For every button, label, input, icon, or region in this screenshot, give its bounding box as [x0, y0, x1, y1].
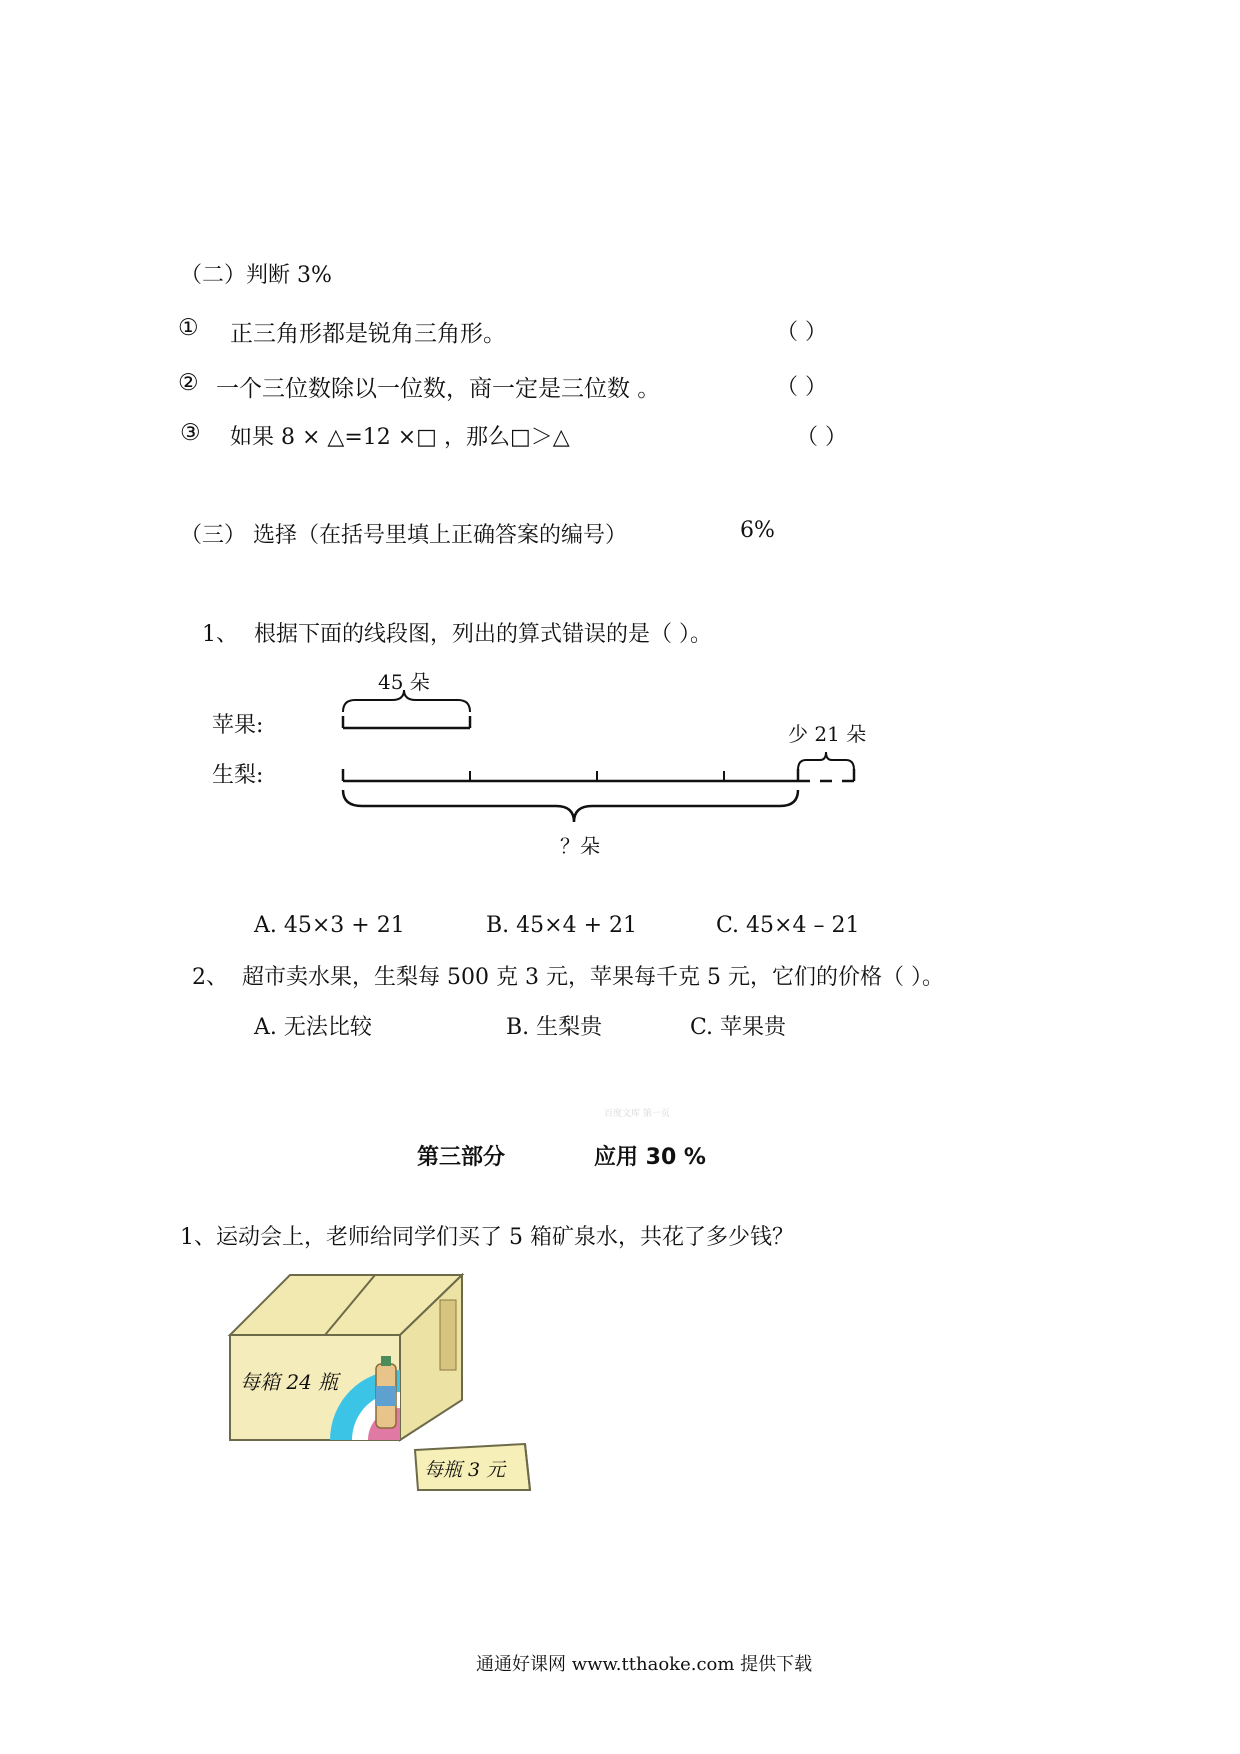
- diagram-label-less-21: 少 21 朵: [788, 722, 867, 746]
- judgment-item-1-answer[interactable]: （ ）: [776, 320, 827, 345]
- judgment-item-2-text: 一个三位数除以一位数，商一定是三位数 。: [216, 376, 661, 402]
- footer-text: 通通好课网 www.tthaoke.com 提供下载: [476, 1654, 813, 1675]
- diagram-row-pears: 生梨:: [212, 763, 264, 788]
- section-choice-heading: （三） 选择（在括号里填上正确答案的编号）: [180, 523, 627, 548]
- box-label: 每箱 24 瓶: [240, 1370, 339, 1394]
- diagram-label-total: ？朵: [560, 834, 600, 858]
- judgment-item-2-answer[interactable]: （ ）: [776, 375, 827, 400]
- judgment-item-3-answer[interactable]: （ ）: [796, 425, 847, 450]
- judgment-item-2-number: ②: [178, 370, 199, 396]
- section-choice-percent: 6%: [740, 518, 775, 543]
- diagram-row-apples: 苹果:: [212, 713, 264, 738]
- diagram-label-45: 45 朵: [378, 670, 430, 694]
- choice-q2-option-b[interactable]: B. 生梨贵: [506, 1015, 603, 1040]
- choice-q2-text: 超市卖水果，生梨每 500 克 3 元，苹果每千克 5 元，它们的价格（ ）。: [242, 965, 944, 990]
- choice-q1-number: 1、: [202, 622, 238, 647]
- judgment-item-1-text: 正三角形都是锐角三角形。: [230, 321, 506, 347]
- choice-q1-text: 根据下面的线段图，列出的算式错误的是（ ）。: [254, 622, 712, 647]
- choice-q1-option-c[interactable]: C. 45×4 – 21: [716, 913, 860, 938]
- judgment-item-3-number: ③: [180, 420, 201, 446]
- application-q1-text: 1、运动会上，老师给同学们买了 5 箱矿泉水，共花了多少钱？: [180, 1225, 794, 1250]
- judgment-item-3-text: 如果 8 × △=12 ×□ ，那么□＞△: [230, 425, 570, 450]
- choice-q1-option-b[interactable]: B. 45×4 + 21: [486, 913, 637, 938]
- section-judgment-heading: （二）判断 3%: [180, 263, 332, 288]
- choice-q2-option-a[interactable]: A. 无法比较: [254, 1015, 372, 1040]
- part3-title: 第三部分: [417, 1145, 506, 1170]
- price-tag-label: 每瓶 3 元: [424, 1459, 506, 1481]
- page-watermark: 百度文库 第一页: [604, 1109, 670, 1119]
- choice-q2-option-c[interactable]: C. 苹果贵: [690, 1015, 787, 1040]
- part3-subtitle: 应用 30 %: [594, 1145, 706, 1170]
- choice-q1-option-a[interactable]: A. 45×3 + 21: [254, 913, 405, 938]
- choice-q2-number: 2、: [192, 965, 228, 990]
- judgment-item-1-number: ①: [178, 315, 199, 341]
